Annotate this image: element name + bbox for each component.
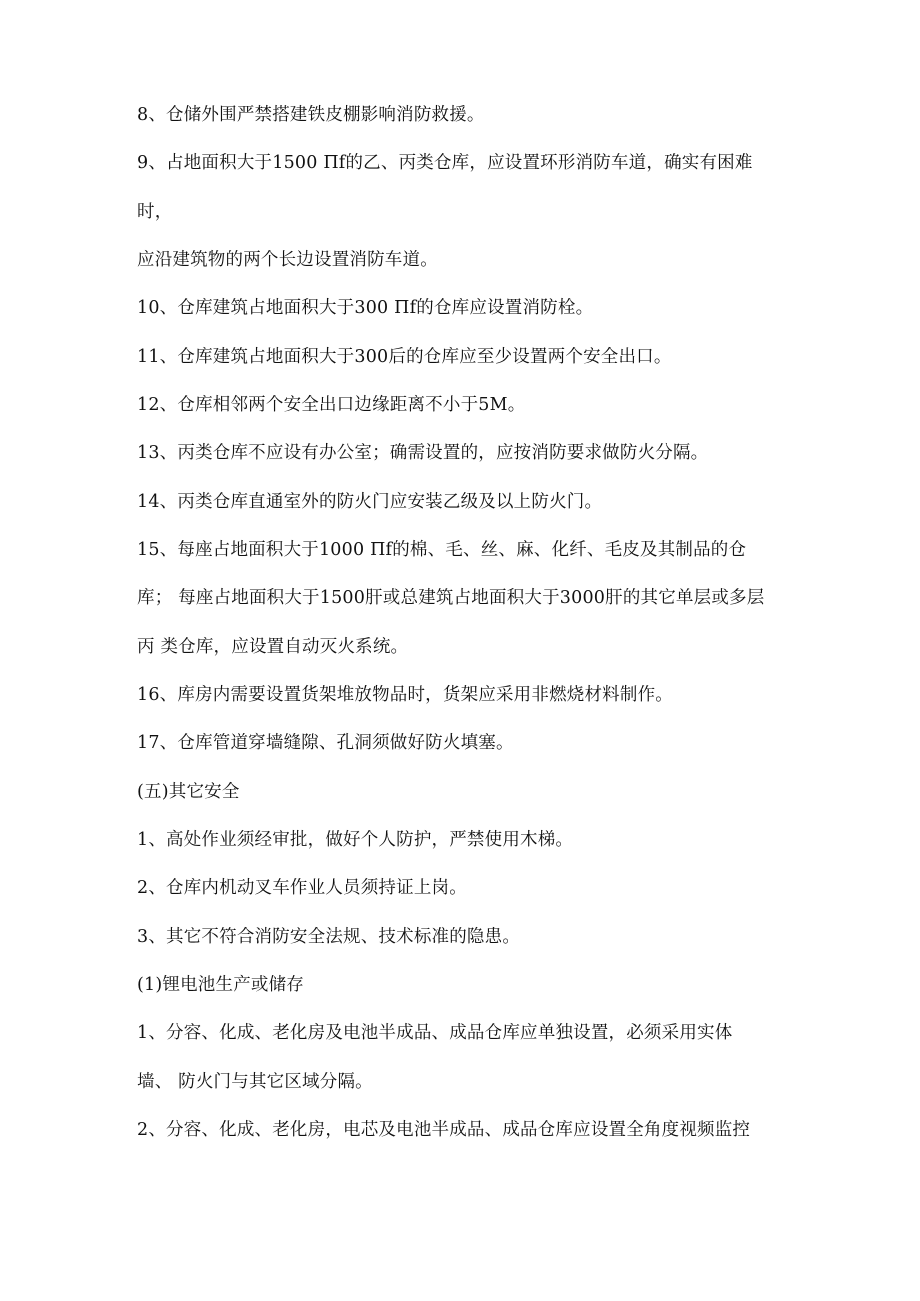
text-line: 1、分容、化成、老化房及电池半成品、成品仓库应单独设置，必须采用实体 xyxy=(137,1023,733,1043)
text-line: 9、占地面积大于1500 Πf的乙、丙类仓库，应设置环形消防车道，确实有困难 xyxy=(137,153,753,173)
section-heading: (1)锂电池生产或储存 xyxy=(137,975,304,995)
section-heading: (五)其它安全 xyxy=(137,782,240,802)
text-line: 3、其它不符合消防安全法规、技术标准的隐患。 xyxy=(137,927,521,947)
text-line: 时， xyxy=(137,202,173,222)
text-line: 8、仓储外围严禁搭建铁皮棚影响消防救援。 xyxy=(137,105,485,125)
text-line: 13、丙类仓库不应设有办公室；确需设置的，应按消防要求做防火分隔。 xyxy=(137,443,709,463)
text-line: 丙 类仓库，应设置自动灭火系统。 xyxy=(137,637,409,657)
text-line: 11、仓库建筑占地面积大于300后的仓库应至少设置两个安全出口。 xyxy=(137,347,672,367)
text-line: 2、仓库内机动叉车作业人员须持证上岗。 xyxy=(137,878,467,898)
text-line: 库； 每座占地面积大于1500肝或总建筑占地面积大于3000肝的其它单层或多层 xyxy=(137,588,765,608)
text-line: 10、仓库建筑占地面积大于300 Πf的仓库应设置消防栓。 xyxy=(137,298,594,318)
text-line: 墙、 防火门与其它区域分隔。 xyxy=(137,1072,373,1092)
text-line: 14、丙类仓库直通室外的防火门应安装乙级及以上防火门。 xyxy=(137,492,603,512)
text-line: 15、每座占地面积大于1000 Πf的棉、毛、丝、麻、化纤、毛皮及其制品的仓 xyxy=(137,540,747,560)
text-line: 2、分容、化成、老化房，电芯及电池半成品、成品仓库应设置全角度视频监控 xyxy=(137,1120,751,1140)
text-line: 应沿建筑物的两个长边设置消防车道。 xyxy=(137,250,438,270)
text-line: 16、库房内需要设置货架堆放物品时，货架应采用非燃烧材料制作。 xyxy=(137,685,673,705)
text-line: 1、高处作业须经审批，做好个人防护，严禁使用木梯。 xyxy=(137,830,574,850)
text-line: 12、仓库相邻两个安全出口边缘距离不小于5M。 xyxy=(137,395,526,415)
text-line: 17、仓库管道穿墙缝隙、孔洞须做好防火填塞。 xyxy=(137,733,514,753)
